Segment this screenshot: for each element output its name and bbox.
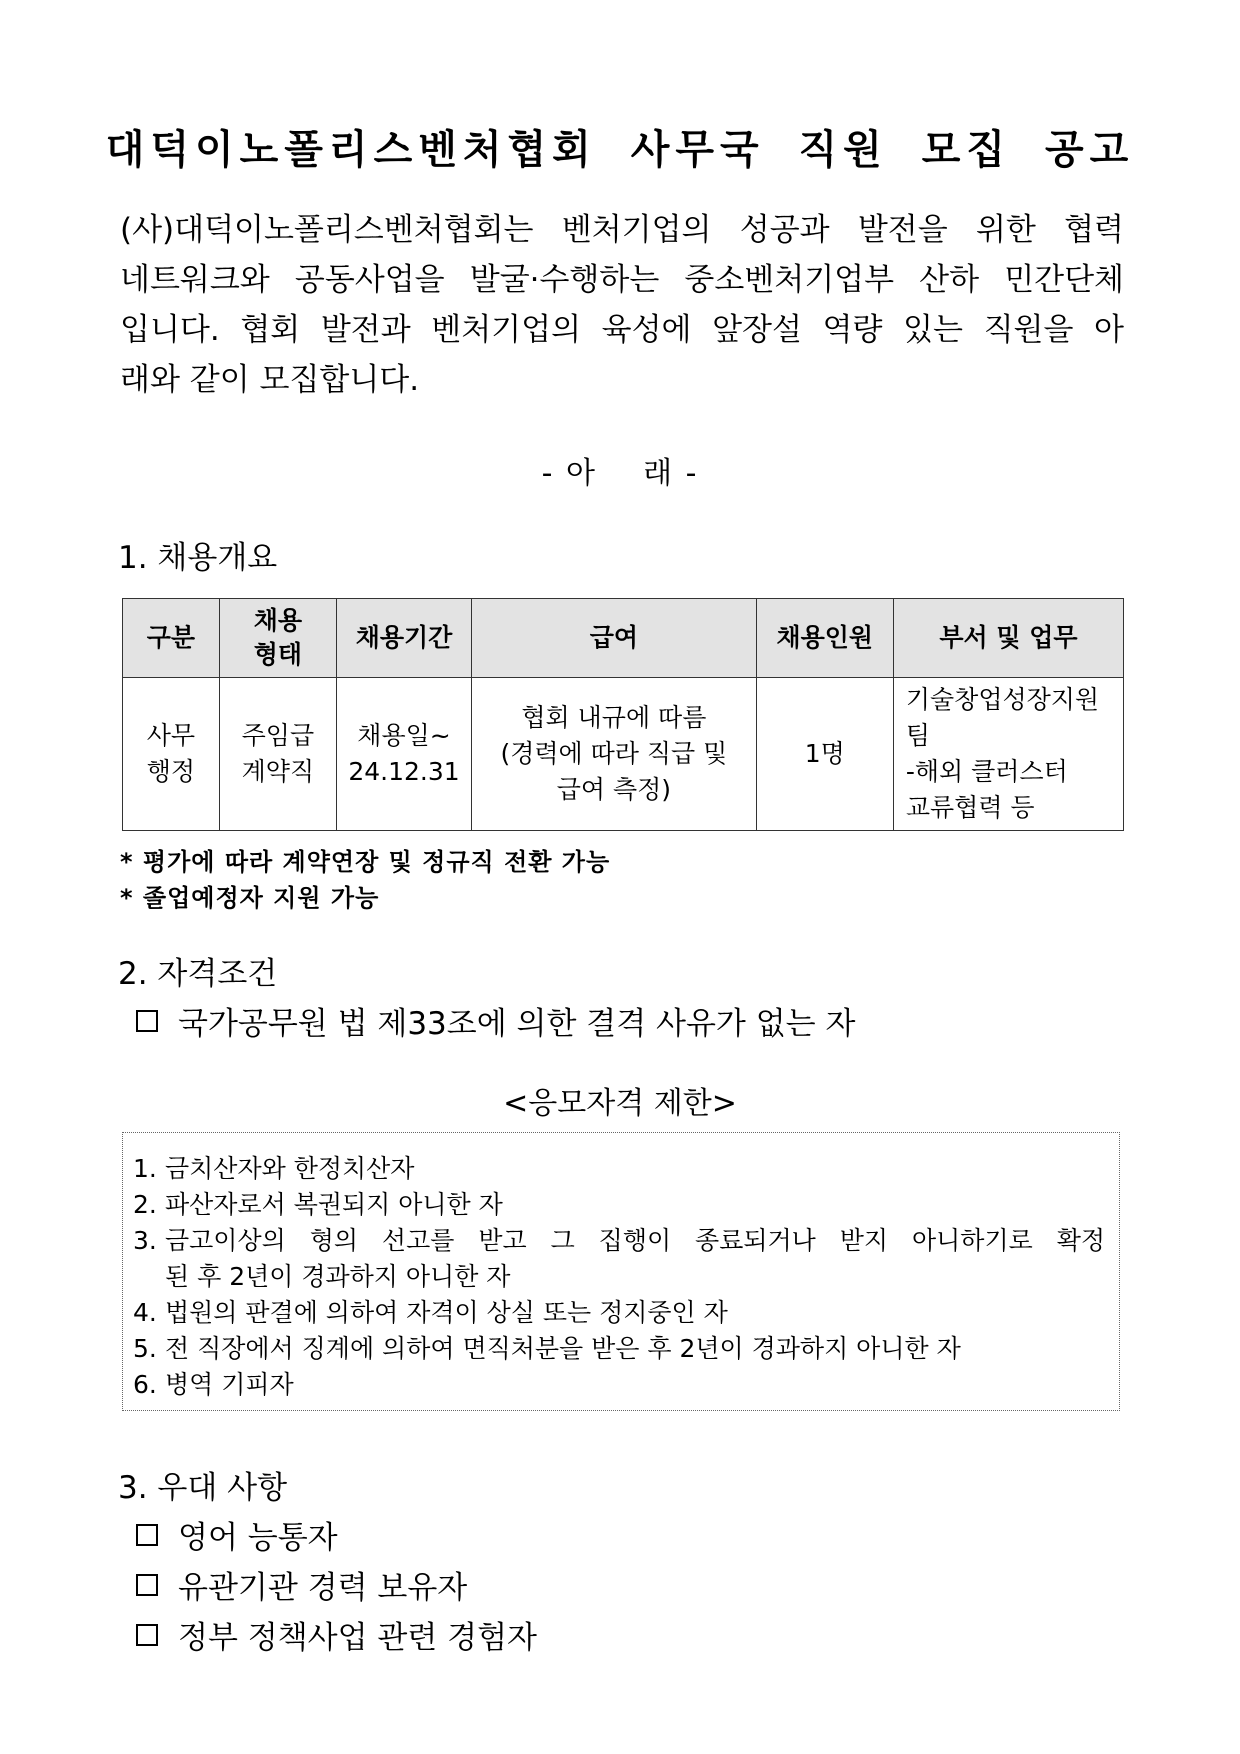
preference-item <box>136 1562 467 1607</box>
cell-salary: 협회 내규에 따름 (경력에 따라 직급 및 급여 측정) <box>472 678 757 831</box>
intro-line: (사)대덕이노폴리스벤처협회는 벤처기업의 성공과 발전을 위한 협력 <box>120 212 1124 248</box>
intro-line: 네트워크와 공동사업을 발굴·수행하는 중소벤처기업부 산하 민간단체 <box>120 262 1124 298</box>
list-item: 4. 법원의 판결에 의하여 자격이 상실 또는 정지중인 자 <box>133 1298 728 1327</box>
list-item: 3. 금고이상의 형의 선고를 받고 그 집행이 종료되거나 받지 아니하기로 확정 된 후 2년이 경과하지 아니한 자 <box>133 1223 1105 1295</box>
preference-item <box>136 1512 338 1557</box>
cell-period: 채용일~ 24.12.31 <box>336 678 471 831</box>
header-category: 구분 <box>123 599 220 678</box>
cell-headcount: 1명 <box>756 678 893 831</box>
checkbox-icon <box>136 1574 158 1596</box>
preference-item <box>136 1612 537 1657</box>
section2-heading: 2. 자격조건 <box>118 956 278 992</box>
cell-employment-type: 주임급 계약직 <box>219 678 336 831</box>
intro-line: 입니다. 협회 발전과 벤처기업의 육성에 앞장설 역량 있는 직원을 아 <box>120 312 1124 348</box>
note-contract: * 평가에 따라 계약연장 및 정규직 전환 가능 <box>120 848 611 876</box>
intro-last-line: 래와 같이 모집합니다. <box>120 362 420 398</box>
table-row <box>123 678 1124 831</box>
header-department: 부서 및 업무 <box>893 599 1123 678</box>
are-heading: - 아 래 - <box>541 456 699 491</box>
qualification-item <box>136 998 855 1043</box>
restriction-box <box>122 1132 1120 1411</box>
preference-text: 영어 능통자 <box>178 1520 338 1556</box>
recruitment-table <box>122 598 1124 831</box>
list-item: 2. 파산자로서 복권되지 아니한 자 <box>133 1190 503 1219</box>
list-item-continuation: 된 후 2년이 경과하지 아니한 자 <box>165 1262 511 1291</box>
list-item: 5. 전 직장에서 징계에 의하여 면직처분을 받은 후 2년이 경과하지 아니한 자 <box>133 1334 961 1363</box>
preference-text: 정부 정책사업 관련 경험자 <box>178 1620 537 1656</box>
list-item: 6. 병역 기피자 <box>133 1370 294 1399</box>
cell-category: 사무 행정 <box>123 678 220 831</box>
restriction-title: <응모자격 제한> <box>503 1086 737 1121</box>
header-salary: 급여 <box>472 599 757 678</box>
preference-text: 유관기관 경력 보유자 <box>178 1570 468 1606</box>
table-header-row <box>123 599 1124 678</box>
cell-department: 기술창업성장지원팀 -해외 클러스터 교류협력 등 <box>893 678 1123 831</box>
header-period: 채용기간 <box>336 599 471 678</box>
note-graduates: * 졸업예정자 지원 가능 <box>120 884 380 912</box>
page-title: 대덕이노폴리스벤처협회 사무국 직원 모집 공고 <box>105 127 1135 173</box>
header-headcount: 채용인원 <box>756 599 893 678</box>
section1-heading: 1. 채용개요 <box>118 540 278 576</box>
list-item: 1. 금치산자와 한정치산자 <box>133 1154 415 1183</box>
section3-heading: 3. 우대 사항 <box>118 1470 288 1506</box>
checkbox-icon <box>136 1624 158 1646</box>
header-employment-type: 채용 형태 <box>219 599 336 678</box>
checkbox-icon <box>136 1010 158 1032</box>
checkbox-icon <box>136 1524 158 1546</box>
list-item-text: 금고이상의 형의 선고를 받고 그 집행이 종료되거나 받지 아니하기로 확정 <box>165 1226 1105 1255</box>
qualification-text: 국가공무원 법 제33조에 의한 결격 사유가 없는 자 <box>178 1006 856 1042</box>
intro-paragraph <box>120 205 1124 355</box>
